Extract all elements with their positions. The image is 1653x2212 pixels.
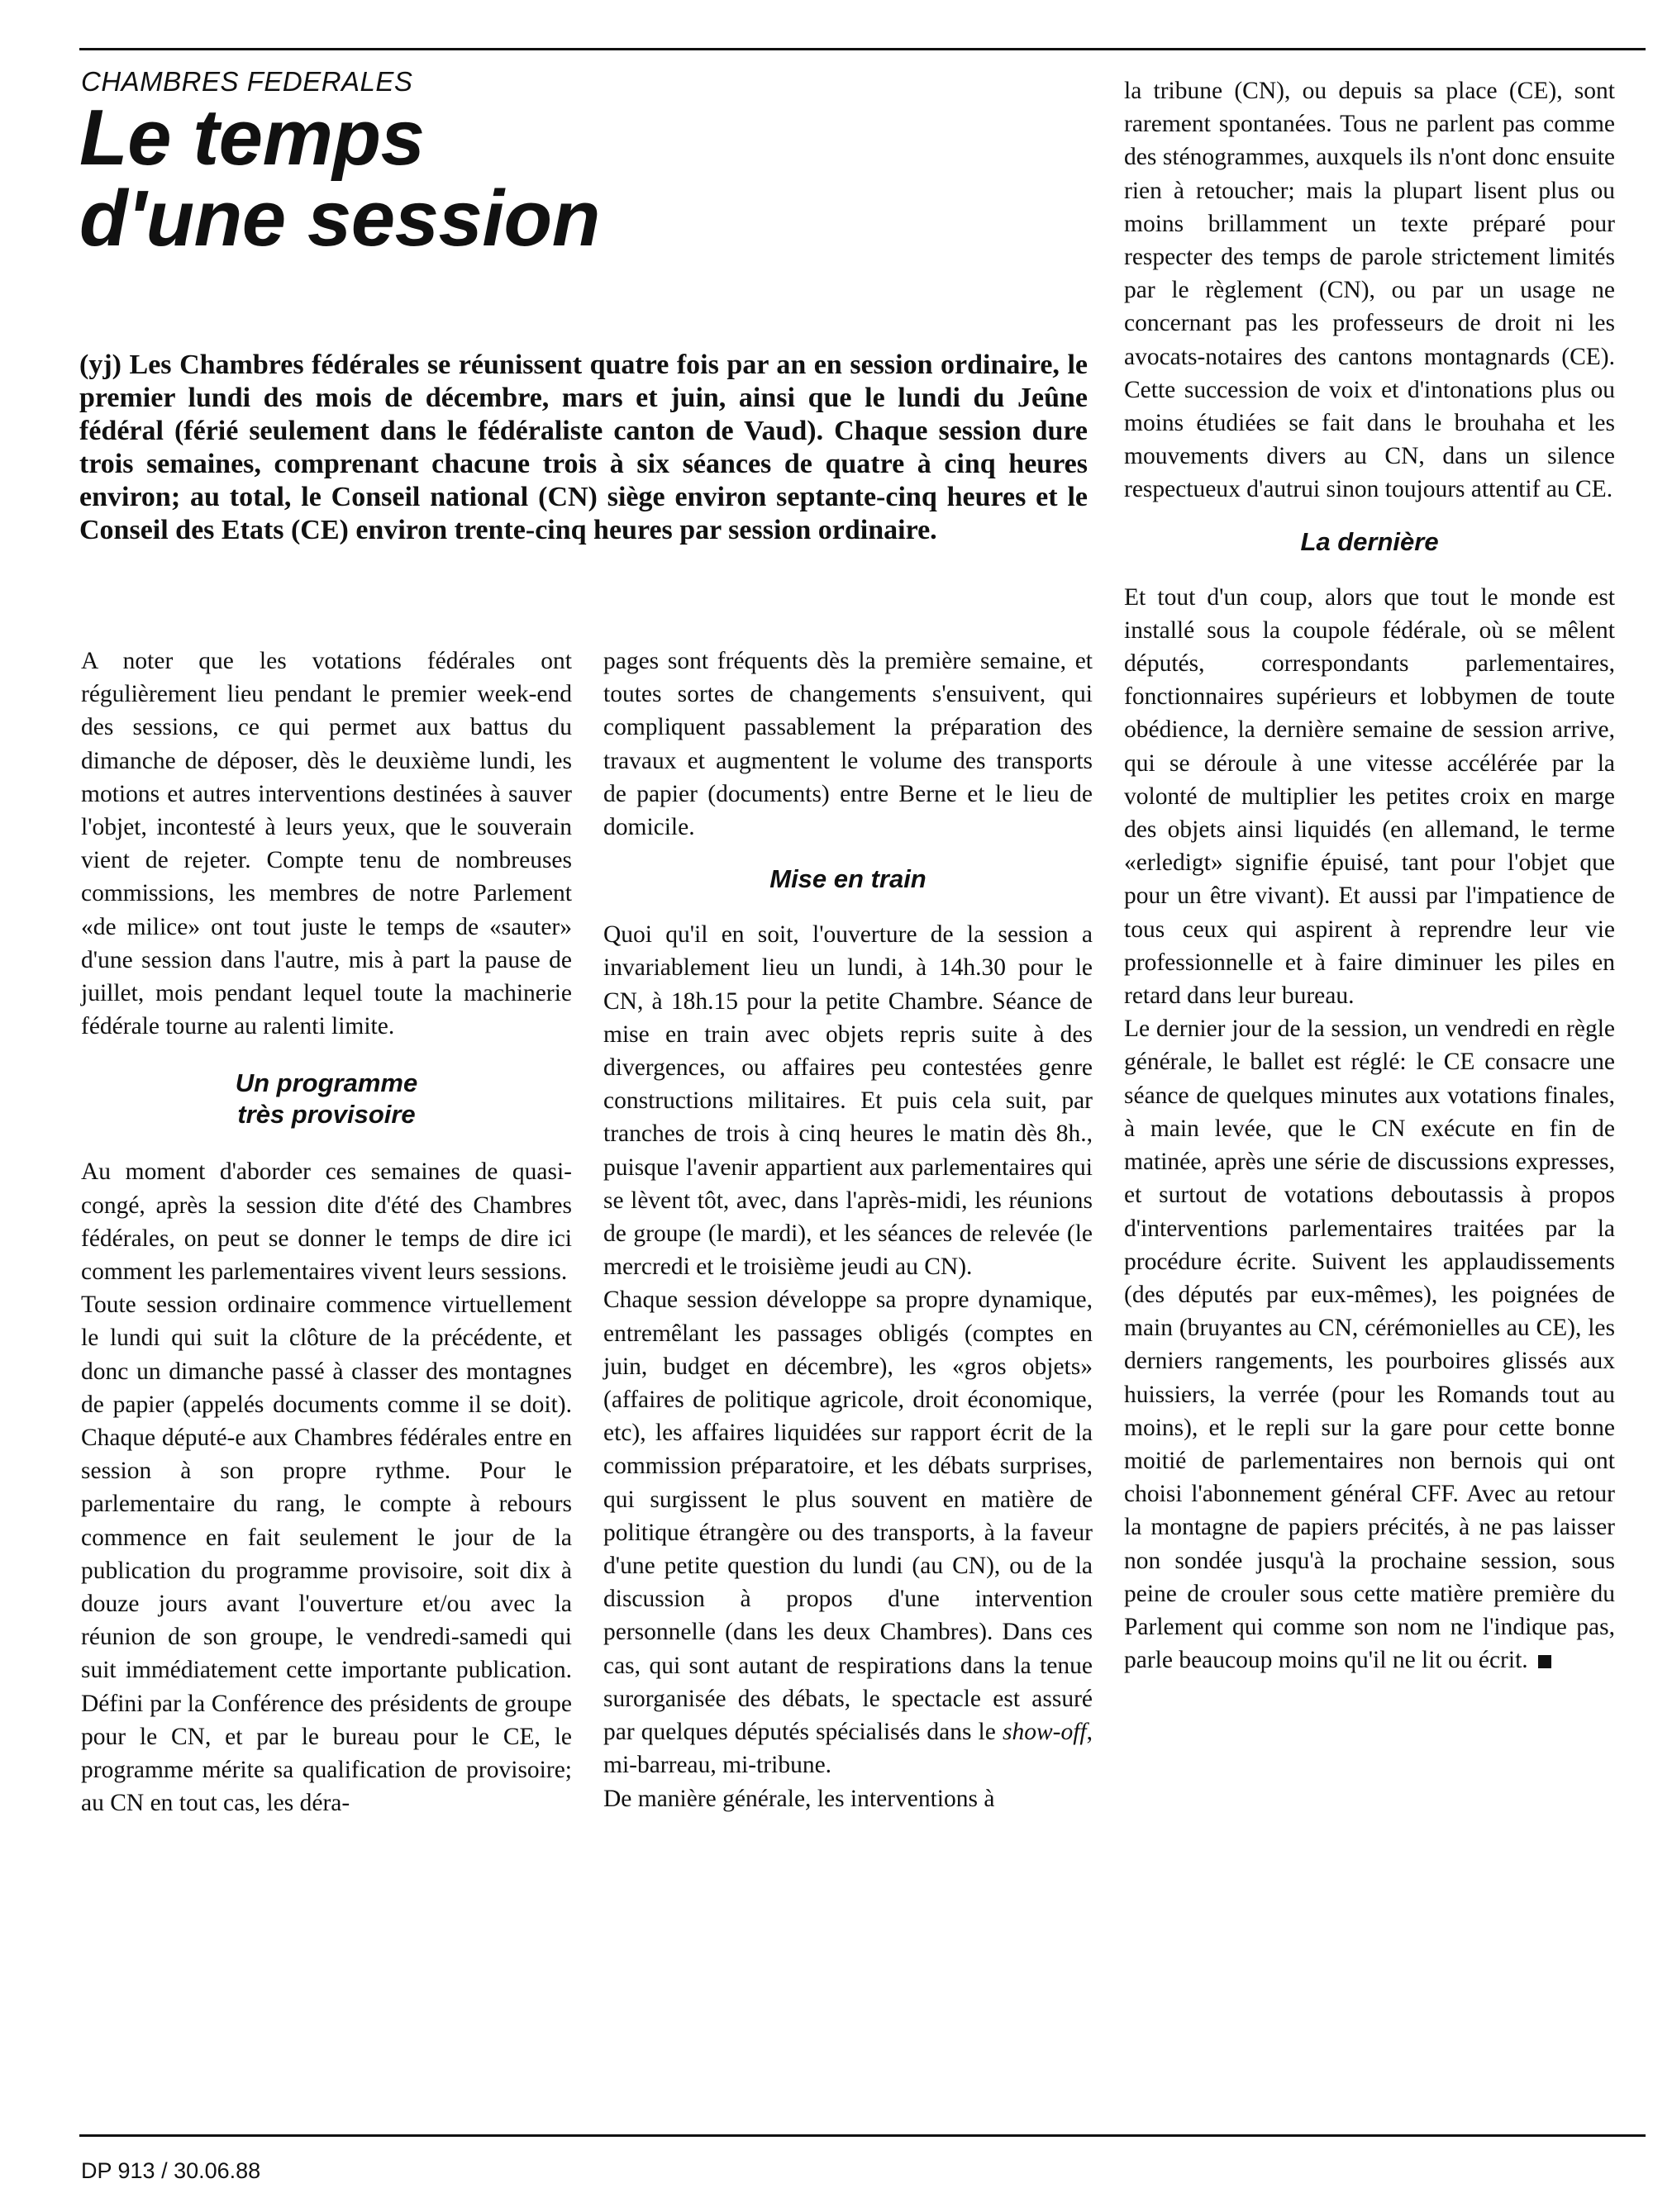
subheading-mise-en-train: Mise en train xyxy=(769,864,927,894)
subheading-programme xyxy=(81,1068,572,1130)
col2-paragraph-3 xyxy=(603,1283,1093,1781)
col2-paragraph-3-end: , mi-barreau, mi-tribune. xyxy=(603,1719,1093,1779)
col1-paragraph-2: Au moment d'aborder ces semaines de quasi-congé, après la session dite d'été des Chambres fédérales, on peut se donner le temps de dire ici comment les parlementaires vivent leurs sessions. xyxy=(81,1158,572,1286)
col2-paragraph-4: De manière générale, les interventions à xyxy=(603,1785,995,1812)
col2-paragraph-3-text: Chaque session développe sa propre dynamique, entremêlant les passages obligés (comptes en juin, budget en décembre), les «gros objets» (affaires de politique agricole, droit économique, etc), les affaires liquidées sur rapport écrit de la commission préparatoire, et les débats surprises, qui surgissent le plus souvent en matière de politique étrangère ou des transports, à la faveur d'une petite question du lundi (au CN), ou de la discussion à propos d'une intervention personnelle (dans les deux Chambres). Dans ces cas, qui sont autant de respirations dans la tenue surorganisée des débats, le spectacle est assuré par quelques députés spécialisés dans le xyxy=(603,1287,1093,1746)
title-line-1: Le temps xyxy=(79,93,425,182)
lead-text: Les Chambres fédérales se réunissent quatre fois par an en session ordinaire, le premier lundi des mois de décembre, mars et juin, ainsi que le lundi du Jeûne fédéral (férié seulement dans le fédéraliste canton de Vaud). Chaque session dure trois semaines, comprenant chacune trois à six séances de quatre à cinq heures environ; au total, le Conseil national (CN) siège environ septante-cinq heures et le Conseil des Etats (CE) environ trente-cinq heures par session ordinaire. xyxy=(79,350,1089,545)
col3-paragraph-3 xyxy=(1124,1012,1615,1677)
bottom-rule xyxy=(79,2134,1646,2137)
column-1 xyxy=(81,645,572,1820)
col1-paragraph-3: Toute session ordinaire commence virtuellement le lundi qui suit la clôture de la précédente, et donc un dimanche passé à classer des montagnes de papier (appelés documents comme il se doit). Chaque député-e aux Chambres fédérales entre en session à son propre rythme. Pour le parlementaire du rang, le compte à rebours commence en fait seulement le jour de la publication du programme provisoire, soit dix à douze jours avant l'ouverture et/ou avec la réunion de son groupe, le vendredi-samedi qui suit immédiatement cette importante publication. Défini par la Conférence des présidents de groupe pour le CN, et par le bureau pour le CE, le programme mérite sa qualification de provisoire; au CN en tout cas, les déra- xyxy=(81,1292,572,1817)
article-title xyxy=(79,93,1104,263)
top-rule xyxy=(79,48,1646,50)
issue-footer: DP 913 / 30.06.88 xyxy=(81,2158,261,2183)
column-3 xyxy=(1124,74,1615,1677)
col2-italic-term: show-off xyxy=(1003,1719,1087,1746)
col2-paragraph-1: pages sont fréquents dès la première semaine, et toutes sortes de changements s'ensuivent, qui compliquent passablement la préparation des travaux et augmentent le volume des transports de papier (documents) entre Berne et le lieu de domicile. xyxy=(603,648,1093,841)
lead-paragraph xyxy=(79,349,1088,547)
title-line-2: d'une session xyxy=(79,174,600,263)
col3-paragraph-2: Et tout d'un coup, alors que tout le monde est installé sous la coupole fédérale, où se mêlent députés, correspondants parlementaires, fonctionnaires supérieurs et lobbymen de toute obédience, la dernière semaine de session arrive, qui se déroule à une vitesse accélérée par la volonté de multiplier les petites croix en marge des objets ainsi liquidés (en allemand, le terme «erledigt» signifie épuisé, tant pour l'objet que pour un être vivant). Et aussi par l'impatience de tous ceux qui aspirent à reprendre leur vie professionnelle et à faire diminuer les piles en retard dans leur bureau. xyxy=(1124,583,1615,1010)
col3-paragraph-3-text: Le dernier jour de la session, un vendredi en règle générale, le ballet est réglé: le CE consacre une séance de quelques minutes aux votations finales, à main levée, que le CN exécute en fin de matinée, après une série de discussions expresses, et surtout de votations deboutassis à propos d'interventions parlementaires traitées par la procédure écrite. Suivent les applaudissements (des députés par eux-mêmes), les poignées de main (bruyantes au CN, cérémonielles au CE), les derniers rangements, les pourboires glissés aux huissiers, la verrée (pour les Romands tout au moins), et le repli sur la gare pour cette bonne moitié de parlementaires non bernois qui ont choisi l'abonnement général CFF. Avec au retour la montagne de papiers précités, à ne pas laisser non sondée jusqu'à la prochaine session, sous peine de crouler sous cette matière première du Parlement qui comme son nom ne l'indique pas, parle beaucoup moins qu'il ne lit ou écrit. xyxy=(1124,1016,1615,1674)
lead-author: (yj) xyxy=(79,350,121,380)
column-2 xyxy=(603,645,1093,1815)
col2-paragraph-2: Quoi qu'il en soit, l'ouverture de la session a invariablement lieu un lundi, à 14h.30 pour le CN, à 18h.15 pour la petite Chambre. Séance de mise en train avec objets repris suite à des divergences, ou affaires peu contestées genre constructions militaires. Et puis cela suit, par tranches de trois à cinq heures le matin dès 8h., puisque l'avenir appartient aux parlementaires qui se lèvent tôt, avec, dans l'après-midi, les réunions de groupe (le mardi), et les séances de relevée (le mercredi et le troisième jeudi au CN). xyxy=(603,921,1093,1281)
end-mark-icon xyxy=(1538,1655,1551,1668)
subheading-programme-line-2: très provisoire xyxy=(237,1100,416,1130)
col1-paragraph-1: A noter que les votations fédérales ont régulièrement lieu pendant le premier week-end des sessions, ce qui permet aux battus du dimanche de déposer, dès le deuxième lundi, les motions et autres interventions destinées à sauver l'objet, incontesté à leurs yeux, que le souverain vient de rejeter. Compte tenu de nombreuses commissions, les membres de notre Parlement «de milice» ont tout juste le temps de «sauter» d'une session dans l'autre, mis à part la pause de juillet, mois pendant lequel toute la machinerie fédérale tourne au ralenti limite. xyxy=(81,648,572,1040)
section-kicker: CHAMBRES FEDERALES xyxy=(81,66,413,97)
subheading-programme-line-1: Un programme xyxy=(235,1068,418,1098)
col3-paragraph-1: la tribune (CN), ou depuis sa place (CE), sont rarement spontanées. Tous ne parlent pas comme des sténogrammes, auxquels ils n'ont donc ensuite rien à retoucher; mais la plupart lisent plus ou moins brillamment un texte préparé pour respecter des temps de parole strictement limités par le règlement (CN), ou par un usage ne concernant pas les professeurs de droit ni les avocats-notaires des cantons montagnards (CE). Cette succession de voix et d'intonations plus ou moins étudiées se fait dans le brouhaha et les mouvements divers au CN, dans un silence respectueux d'autrui sinon toujours attentif au CE. xyxy=(1124,78,1615,503)
subheading-la-derniere: La dernière xyxy=(1300,526,1439,556)
